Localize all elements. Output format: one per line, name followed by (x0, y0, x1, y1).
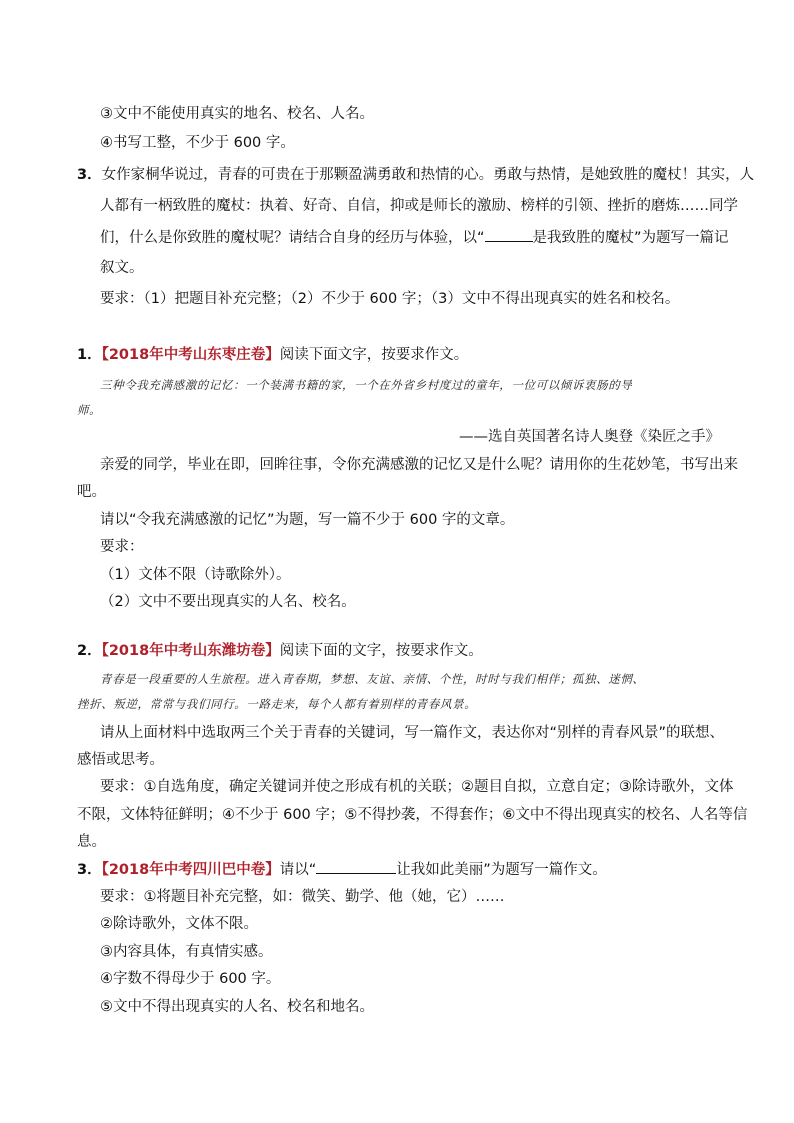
source-tag: 【2018年中考山东枣庄卷】 (101, 347, 280, 363)
example-3-requirement-4: ④字数不得母少于 600 字。 (100, 971, 281, 987)
example-1-requirements-label: 要求： (100, 539, 144, 555)
example-1-requirement-1: （1）文体不限（诗歌除外）。 (100, 567, 291, 583)
example-1-prompt: 请以“令我充满感激的记忆”为题，写一篇不少于 600 字的文章。 (100, 512, 515, 528)
example-intro: 让我如此美丽”为题写一篇作文。 (396, 862, 607, 878)
question-3-line-2: 人都有一柄致胜的魔杖：执着、好奇、自信，抑或是师长的激励、榜样的引领、挫折的磨炼……同学 (100, 198, 738, 214)
question-text: 是我致胜的魔杖”为题写一篇记 (532, 230, 729, 246)
example-2-quote-line-2: 挫折、叛逆，常常与我们同行。一路走来，每个人都有着别样的青春风景。 (77, 697, 477, 711)
question-3-line-4: 叙文。 (100, 260, 144, 276)
question-text: 们，什么是你致胜的魔杖呢？请结合自身的经历与体验，以“ (100, 230, 485, 246)
example-3-heading (77, 859, 607, 880)
example-1-paragraph-line-2: 吧。 (77, 484, 106, 500)
prev-requirement-4: ④书写工整，不少于 600 字。 (100, 135, 295, 151)
example-number: 1． (77, 347, 102, 363)
question-3-line-3 (100, 227, 729, 248)
example-2-quote-line-1: 青春是一段重要的人生旅程。进入青春期，梦想、友谊、亲情、个性，时时与我们相伴；孤独、迷惘、 (100, 672, 645, 686)
example-1-quote-line-2: 师。 (77, 403, 102, 417)
source-tag: 【2018年中考山东潍坊卷】 (101, 643, 280, 659)
example-2-requirements-line-1: 要求：①自选角度，确定关键词并使之形成有机的关联；②题目自拟，立意自定；③除诗歌外，文体 (100, 779, 734, 795)
question-text: 女作家桐华说过，青春的可贵在于那颗盈满勇敢和热情的心。勇敢与热情，是她致胜的魔杖！其实，人 (101, 167, 755, 183)
example-intro: 阅读下面的文字，按要求作文。 (279, 643, 483, 659)
example-1-paragraph-line-1: 亲爱的同学，毕业在即，回眸往事，令你充满感激的记忆又是什么呢？请用你的生花妙笔，书写出来 (100, 457, 738, 473)
question-3-requirements: 要求：（1）把题目补充完整；（2）不少于 600 字；（3）文中不得出现真实的姓名和校名。 (100, 291, 680, 307)
example-2-requirements-line-2: 不限，文体特征鲜明；④不少于 600 字；⑤不得抄袭，不得套作；⑥文中不得出现真实的校名、人名等信 (77, 807, 748, 823)
example-2-paragraph-line-1: 请从上面材料中选取两三个关于青春的关键词，写一篇作文，表达你对“别样的青春风景”的联想、 (100, 725, 725, 741)
prev-requirement-3: ③文中不能使用真实的地名、校名、人名。 (100, 106, 374, 122)
example-number: 3． (77, 862, 102, 878)
example-2-heading (77, 641, 483, 661)
example-1-quote-line-1: 三种令我充满感激的记忆：一个装满书籍的家，一个在外省乡村度过的童年，一位可以倾诉衷肠的导 (100, 378, 633, 392)
example-1-attribution: ——选自英国著名诗人奥登《染匠之手》 (459, 429, 720, 445)
example-3-requirement-3: ③内容具体，有真情实感。 (100, 944, 273, 960)
example-2-paragraph-line-2: 感悟或思考。 (77, 752, 164, 768)
fill-blank (316, 859, 396, 874)
question-number: 3． (77, 167, 102, 183)
source-tag: 【2018年中考四川巴中卷】 (101, 862, 280, 878)
example-3-requirement-2: ②除诗歌外，文体不限。 (100, 916, 258, 932)
example-1-heading (77, 345, 468, 365)
example-intro: 请以“ (279, 862, 317, 878)
fill-blank (485, 227, 533, 242)
example-number: 2． (77, 643, 102, 659)
example-3-requirement-1: 要求：①将题目补充完整，如：微笑、勤学、他（她，它）…… (100, 889, 505, 905)
example-intro: 阅读下面文字，按要求作文。 (279, 347, 469, 363)
example-3-requirement-5: ⑤文中不得出现真实的人名、校名和地名。 (100, 999, 374, 1015)
example-2-requirements-line-3: 息。 (77, 834, 106, 850)
question-3-line-1 (77, 165, 754, 185)
example-1-requirement-2: （2）文中不要出现真实的人名、校名。 (100, 594, 356, 610)
